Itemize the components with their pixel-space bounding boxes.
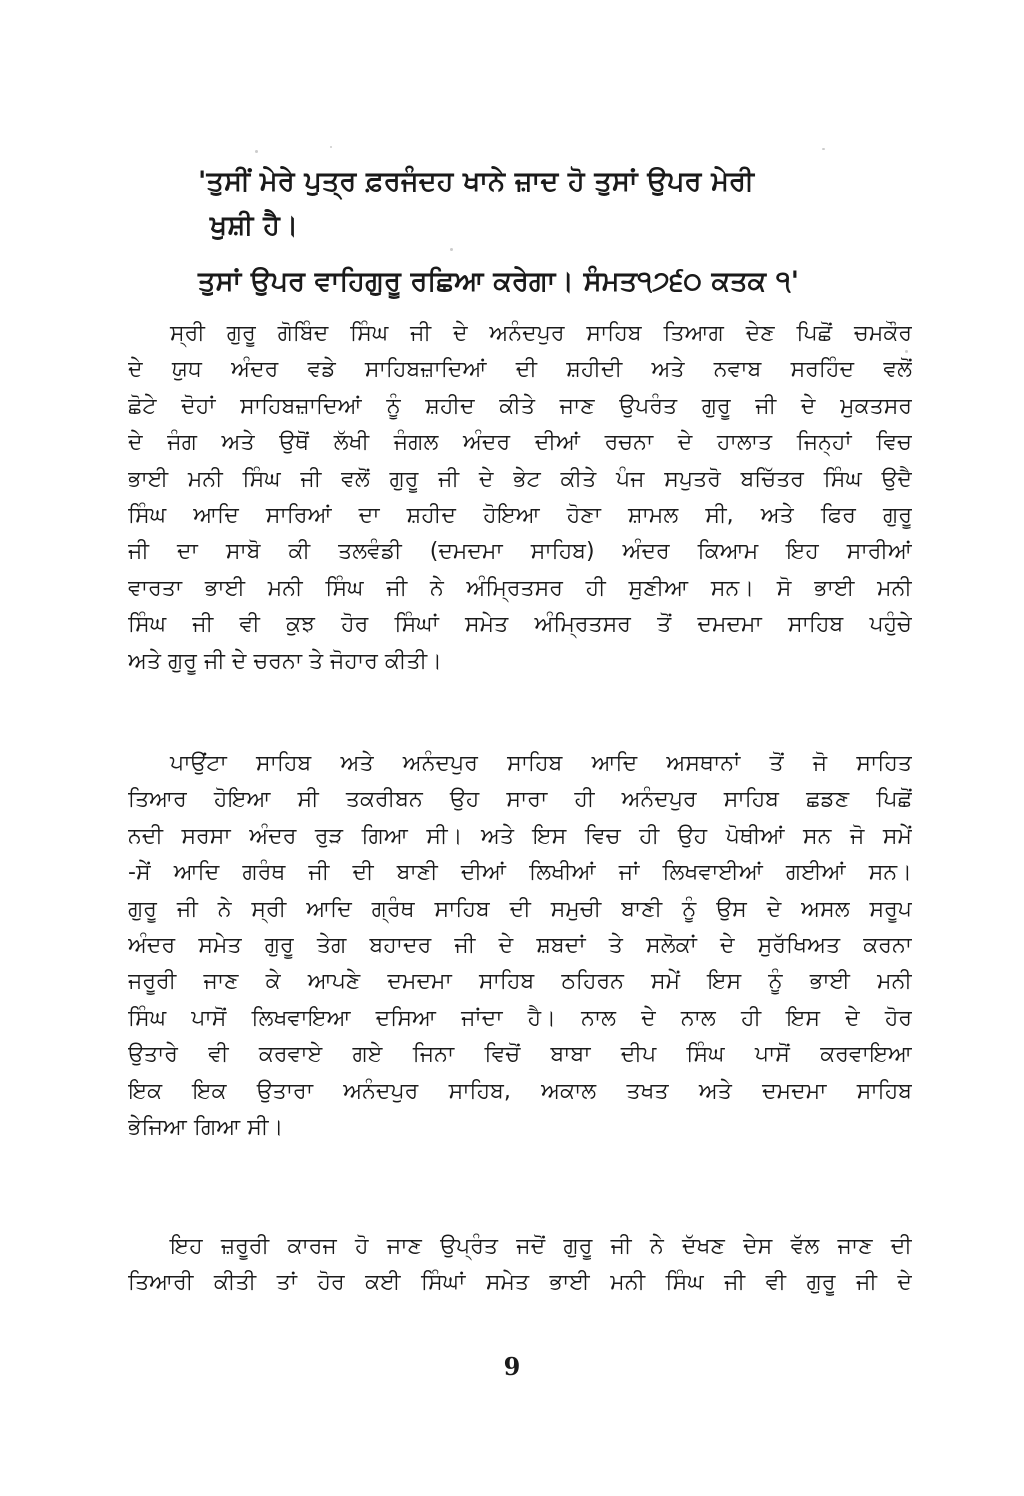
paragraph-3 <box>128 1229 912 1302</box>
paragraph-line: ਸਿੰਘ ਜੀ ਵੀ ਕੁਝ ਹੋਰ ਸਿੰਘਾਂ ਸਮੇਤ ਅੰਮ੍ਰਿਤਸਰ ਤੋਂ ਦਮਦਮਾ ਸਾਹਿਬ ਪਹੁੰਚੇ <box>128 612 912 638</box>
paragraph-line: ਸਿੰਘ ਪਾਸੋਂ ਲਿਖਵਾਇਆ ਦਸਿਆ ਜਾਂਦਾ ਹੈ। ਨਾਲ ਦੇ ਨਾਲ ਹੀ ਇਸ ਦੇ ਹੋਰ <box>128 1005 912 1031</box>
paragraph-line: ਤਿਆਰੀ ਕੀਤੀ ਤਾਂ ਹੋਰ ਕਈ ਸਿੰਘਾਂ ਸਮੇਤ ਭਾਈ ਮਨੀ ਸਿੰਘ ਜੀ ਵੀ ਗੁਰੂ ਜੀ ਦੇ <box>128 1270 912 1296</box>
paragraph-line: ਅਤੇ ਗੁਰੂ ਜੀ ਦੇ ਚਰਨਾ ਤੇ ਜੋਹਾਰ ਕੀਤੀ। <box>128 648 443 674</box>
paragraph-line: ਭਾਈ ਮਨੀ ਸਿੰਘ ਜੀ ਵਲੋਂ ਗੁਰੂ ਜੀ ਦੇ ਭੇਟ ਕੀਤੇ ਪੰਜ ਸਪੁਤਰੋ ਬਚਿੱਤਰ ਸਿੰਘ ਉਦੈ <box>128 466 912 492</box>
scan-speck <box>330 146 332 148</box>
paragraph-line: ਇਕ ਇਕ ਉਤਾਰਾ ਅਨੰਦਪੁਰ ਸਾਹਿਬ, ਅਕਾਲ ਤਖਤ ਅਤੇ ਦਮਦਮਾ ਸਾਹਿਬ <box>128 1078 912 1104</box>
paragraph-line: ਤਿਆਰ ਹੋਇਆ ਸੀ ਤਕਰੀਬਨ ਉਹ ਸਾਰਾ ਹੀ ਅਨੰਦਪੁਰ ਸਾਹਿਬ ਛਡਣ ਪਿਛੋਂ <box>128 787 912 813</box>
paragraph-line: -ਸੇਂ ਆਦਿ ਗਰੰਥ ਜੀ ਦੀ ਬਾਣੀ ਦੀਆਂ ਲਿਖੀਆਂ ਜਾਂ ਲਿਖਵਾਈਆਂ ਗਈਆਂ ਸਨ। <box>128 860 912 886</box>
opening-quote <box>198 160 912 304</box>
paragraph-line: ਜਰੂਰੀ ਜਾਣ ਕੇ ਆਪਣੇ ਦਮਦਮਾ ਸਾਹਿਬ ਠਹਿਰਨ ਸਮੇਂ ਇਸ ਨੂੰ ਭਾਈ ਮਨੀ <box>128 969 912 995</box>
paragraph-line: ਸ੍ਰੀ ਗੁਰੂ ਗੋਬਿੰਦ ਸਿੰਘ ਜੀ ਦੇ ਅਨੰਦਪੁਰ ਸਾਹਿਬ ਤਿਆਗ ਦੇਣ ਪਿਛੋਂ ਚਮਕੌਰ <box>170 321 912 346</box>
paragraph-line: ਸਿੰਘ ਆਦਿ ਸਾਰਿਆਂ ਦਾ ਸ਼ਹੀਦ ਹੋਇਆ ਹੋਣਾ ਸ਼ਾਮਲ ਸੀ, ਅਤੇ ਫਿਰ ਗੁਰੂ <box>128 503 912 529</box>
paragraph-line: ਵਾਰਤਾ ਭਾਈ ਮਨੀ ਸਿੰਘ ਜੀ ਨੇ ਅੰਮ੍ਰਿਤਸਰ ਹੀ ਸੁਣੀਆ ਸਨ। ਸੋ ਭਾਈ ਮਨੀ <box>128 575 912 601</box>
page-number: 9 <box>503 1352 521 1381</box>
quote-line-2: ਖੁਸ਼ੀ ਹੈ। <box>210 210 299 241</box>
paragraph-line: ਉਤਾਰੇ ਵੀ ਕਰਵਾਏ ਗਏ ਜਿਨਾ ਵਿਚੋਂ ਬਾਬਾ ਦੀਪ ਸਿੰਘ ਪਾਸੋਂ ਕਰਵਾਇਆ <box>128 1042 912 1068</box>
scan-speck <box>255 150 258 153</box>
paragraph-2 <box>128 746 912 1146</box>
scan-speck <box>822 148 825 150</box>
paragraph-line: ਇਹ ਜ਼ਰੂਰੀ ਕਾਰਜ ਹੋ ਜਾਣ ਉਪ੍ਰੰਤ ਜਦੋਂ ਗੁਰੂ ਜੀ ਨੇ ਦੱਖਣ ਦੇਸ ਵੱਲ ਜਾਣ ਦੀ <box>170 1234 912 1259</box>
quote-line-3: ਤੁਸਾਂ ਉਪਰ ਵਾਹਿਗੁਰੂ ਰਛਿਆ ਕਰੇਗਾ। ਸੰਮਤ੧੭੬੦ ਕਤਕ ੧' <box>198 266 800 297</box>
paragraph-line: ਦੇ ਜੰਗ ਅਤੇ ਉਥੋਂ ਲੱਖੀ ਜੰਗਲ ਅੰਦਰ ਦੀਆਂ ਰਚਨਾ ਦੇ ਹਾਲਾਤ ਜਿਨ੍ਹਾਂ ਵਿਚ <box>128 430 912 456</box>
paragraph-line: ਜੀ ਦਾ ਸਾਬੋ ਕੀ ਤਲਵੰਡੀ (ਦਮਦਮਾ ਸਾਹਿਬ) ਅੰਦਰ ਕਿਆਮ ਇਹ ਸਾਰੀਆਂ <box>128 539 912 565</box>
paragraph-line: ਗੁਰੂ ਜੀ ਨੇ ਸ੍ਰੀ ਆਦਿ ਗ੍ਰੰਥ ਸਾਹਿਬ ਦੀ ਸਮੁਚੀ ਬਾਣੀ ਨੂੰ ਉਸ ਦੇ ਅਸਲ ਸਰੂਪ <box>128 896 912 922</box>
quote-line-1: 'ਤੁਸੀਂ ਮੇਰੇ ਪੁਤ੍ਰ ਫ਼ਰਜੰਦਹ ਖਾਨੇ ਜ਼ਾਦ ਹੋ ਤੁਸਾਂ ਉਪਰ ਮੇਰੀ <box>198 166 755 197</box>
paragraph-line: ਭੇਜਿਆ ਗਿਆ ਸੀ। <box>128 1115 284 1141</box>
paragraph-line: ਅੰਦਰ ਸਮੇਤ ਗੁਰੂ ਤੇਗ ਬਹਾਦਰ ਜੀ ਦੇ ਸ਼ਬਦਾਂ ਤੇ ਸਲੋਕਾਂ ਦੇ ਸੁਰੱਖਿਅਤ ਕਰਨਾ <box>128 933 912 959</box>
paragraph-line: ਨਦੀ ਸਰਸਾ ਅੰਦਰ ਰੁੜ ਗਿਆ ਸੀ। ਅਤੇ ਇਸ ਵਿਚ ਹੀ ਉਹ ਪੋਥੀਆਂ ਸਨ ਜੋ ਸਮੇਂ <box>128 823 912 849</box>
paragraph-line: ਦੇ ਯੁਧ ਅੰਦਰ ਵਡੇ ਸਾਹਿਬਜ਼ਾਦਿਆਂ ਦੀ ਸ਼ਹੀਦੀ ਅਤੇ ਨਵਾਬ ਸਰਹਿੰਦ ਵਲੋਂ <box>128 357 912 383</box>
paragraph-line: ਪਾਉਂਟਾ ਸਾਹਿਬ ਅਤੇ ਅਨੰਦਪੁਰ ਸਾਹਿਬ ਆਦਿ ਅਸਥਾਨਾਂ ਤੋਂ ਜੋ ਸਾਹਿਤ <box>170 751 912 776</box>
paragraph-line: ਛੋਟੇ ਦੋਹਾਂ ਸਾਹਿਬਜ਼ਾਦਿਆਂ ਨੂੰ ਸ਼ਹੀਦ ਕੀਤੇ ਜਾਣ ਉਪਰੰਤ ਗੁਰੂ ਜੀ ਦੇ ਮੁਕਤਸਰ <box>128 393 912 419</box>
paragraph-1 <box>128 316 912 680</box>
